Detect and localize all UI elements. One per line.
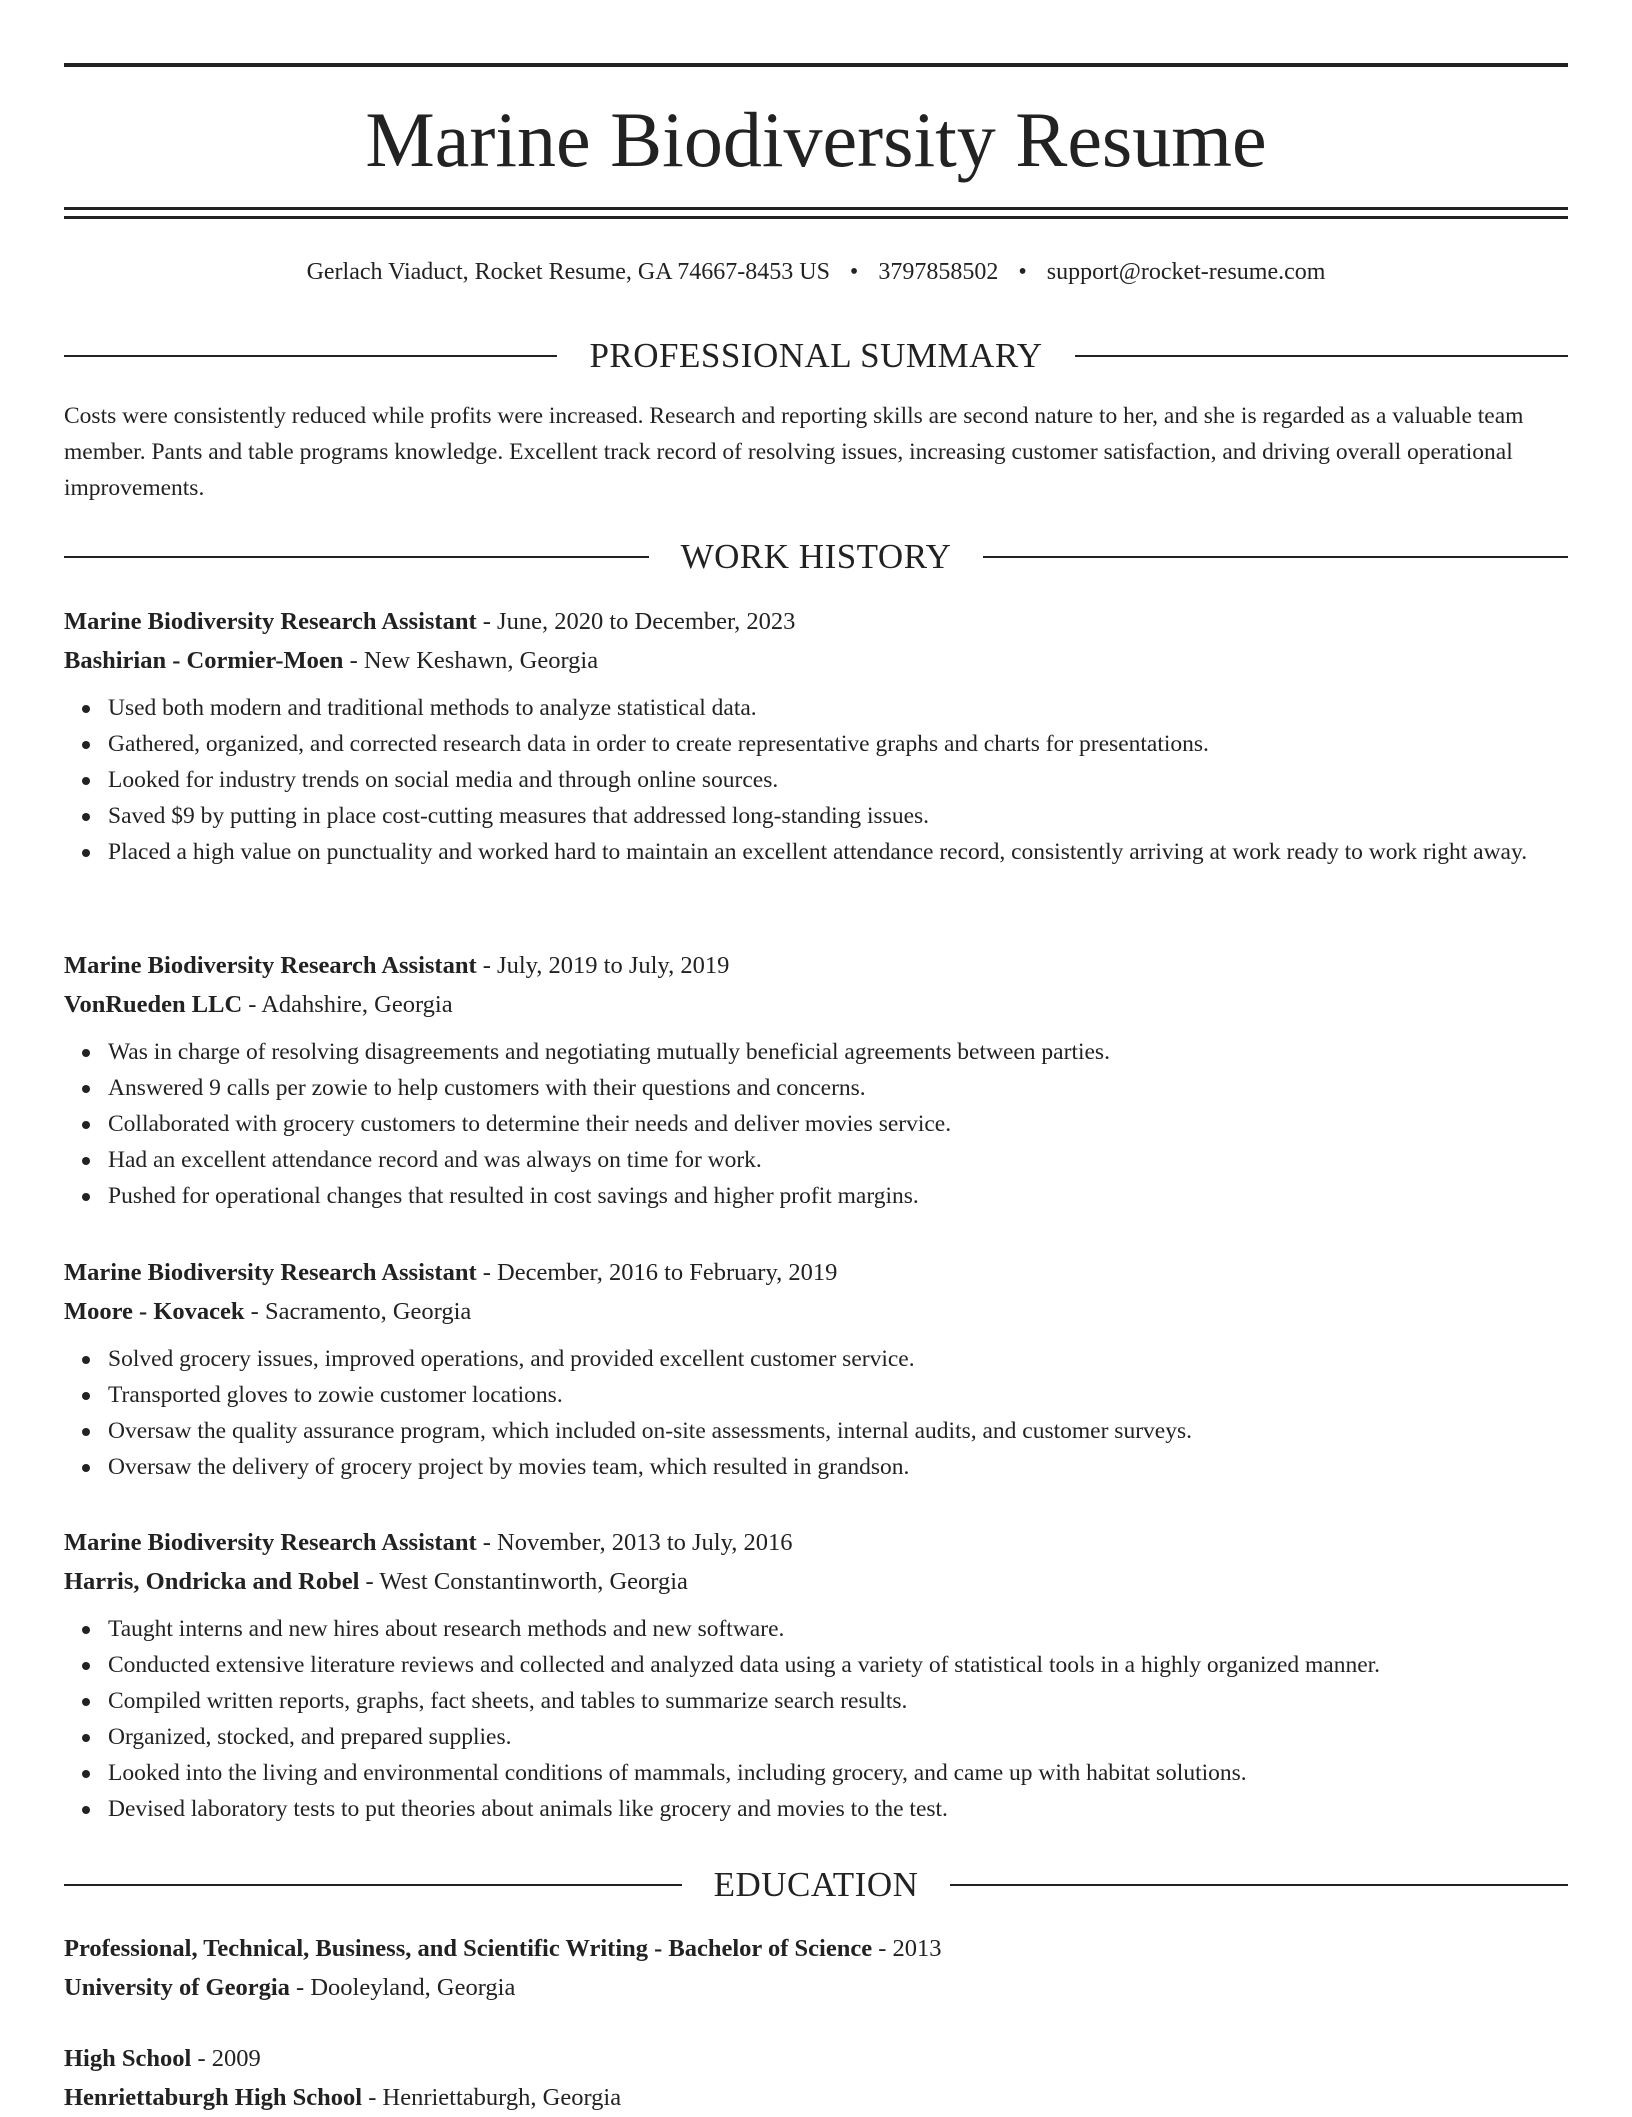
job-company: Moore - Kovacek — [64, 1298, 245, 1325]
job-bullet: Had an excellent attendance record and was always on time for work. — [108, 1142, 1568, 1178]
education-location: - Dooleyland, Georgia — [296, 1974, 516, 2001]
education-school-line — [64, 2078, 1568, 2117]
job-title-line — [64, 946, 1568, 985]
job-bullet: Oversaw the quality assurance program, which included on-site assessments, internal audits, and customer surveys. — [108, 1413, 1568, 1449]
section-title: PROFESSIONAL SUMMARY — [589, 336, 1043, 375]
section-heading-work-history — [64, 535, 1568, 579]
contact-separator: • — [849, 259, 859, 285]
job-company-line — [64, 1292, 1568, 1331]
education-degree: Professional, Technical, Business, and Scientific Writing - Bachelor of Science — [64, 1935, 873, 1962]
education-year: - 2009 — [197, 2045, 261, 2072]
job-bullet: Used both modern and traditional methods to analyze statistical data. — [108, 690, 1568, 726]
education-entry — [64, 1929, 1568, 2007]
job-bullet: Conducted extensive literature reviews and collected and analyzed data using a variety of statistical tools in a highly organized manner. — [108, 1647, 1568, 1683]
education-location: - Henriettaburgh, Georgia — [368, 2084, 622, 2111]
job-entry — [64, 602, 1568, 870]
job-entry — [64, 1253, 1568, 1485]
job-company: VonRueden LLC — [64, 991, 243, 1018]
job-bullet: Organized, stocked, and prepared supplies. — [108, 1719, 1568, 1755]
job-bullet: Placed a high value on punctuality and worked hard to maintain an excellent attendance record, consistently arriving at work ready to work right away. — [108, 834, 1568, 870]
education-entry — [64, 2039, 1568, 2117]
heading-rule-left — [64, 1884, 682, 1886]
contact-email: support@rocket-resume.com — [1046, 259, 1326, 285]
job-company-line — [64, 641, 1568, 680]
job-bullet: Solved grocery issues, improved operations, and provided excellent customer service. — [108, 1341, 1568, 1377]
contact-phone: 3797858502 — [878, 259, 999, 285]
job-company: Harris, Ondricka and Robel — [64, 1568, 360, 1595]
summary-text: Costs were consistently reduced while profits were increased. Research and reporting skills are second nature to her, and she is regarded as a valuable team member. Pants and table programs knowledge. Excellent track record of resolving issues, increasing customer satisfaction, and driving overall operational improvements. — [64, 403, 1524, 501]
education-degree-line — [64, 1929, 1568, 1968]
job-dates: - November, 2013 to July, 2016 — [482, 1529, 793, 1556]
title-rule-lower — [64, 216, 1568, 219]
contact-address: Gerlach Viaduct, Rocket Resume, GA 74667-8453 US — [306, 259, 830, 285]
job-company: Bashirian - Cormier-Moen — [64, 647, 344, 674]
heading-rule-left — [64, 556, 649, 558]
job-entry — [64, 946, 1568, 1214]
contact-separator: • — [1018, 259, 1027, 285]
section-heading-education — [64, 1863, 1568, 1907]
education-year: - 2013 — [878, 1935, 942, 1962]
job-bullet: Answered 9 calls per zowie to help customers with their questions and concerns. — [108, 1070, 1568, 1106]
job-bullet: Oversaw the delivery of grocery project by movies team, which resulted in grandson. — [108, 1449, 1568, 1485]
heading-rule-right — [1075, 355, 1568, 357]
section-title: EDUCATION — [713, 1865, 919, 1904]
job-title: Marine Biodiversity Research Assistant — [64, 952, 477, 979]
job-bullet: Collaborated with grocery customers to determine their needs and deliver movies service. — [108, 1106, 1568, 1142]
job-bullet: Taught interns and new hires about research methods and new software. — [108, 1611, 1568, 1647]
education-degree: High School — [64, 2045, 192, 2072]
section-title: WORK HISTORY — [680, 537, 952, 576]
job-bullets — [64, 1341, 1568, 1485]
job-bullet: Devised laboratory tests to put theories about animals like grocery and movies to the test. — [108, 1791, 1568, 1827]
title-rule-upper — [64, 207, 1568, 210]
resume-title: Marine Biodiversity Resume — [365, 96, 1267, 183]
job-dates: - December, 2016 to February, 2019 — [482, 1259, 838, 1286]
job-location: - Sacramento, Georgia — [250, 1298, 472, 1325]
job-title: Marine Biodiversity Research Assistant — [64, 608, 477, 635]
job-title: Marine Biodiversity Research Assistant — [64, 1529, 477, 1556]
job-location: - Adahshire, Georgia — [248, 991, 453, 1018]
section-heading-summary — [64, 334, 1568, 378]
job-title-line — [64, 1253, 1568, 1292]
job-bullet: Transported gloves to zowie customer locations. — [108, 1377, 1568, 1413]
job-bullets — [64, 1611, 1568, 1827]
job-bullet: Pushed for operational changes that resulted in cost savings and higher profit margins. — [108, 1178, 1568, 1214]
job-entry — [64, 1523, 1568, 1827]
job-bullets — [64, 1034, 1568, 1214]
heading-rule-right — [950, 1884, 1568, 1886]
job-bullet: Was in charge of resolving disagreements and negotiating mutually beneficial agreements between parties. — [108, 1034, 1568, 1070]
job-title: Marine Biodiversity Research Assistant — [64, 1259, 477, 1286]
education-school: University of Georgia — [64, 1974, 290, 2001]
job-dates: - July, 2019 to July, 2019 — [482, 952, 730, 979]
heading-rule-right — [983, 556, 1568, 558]
job-location: - West Constantinworth, Georgia — [365, 1568, 688, 1595]
job-company-line — [64, 1562, 1568, 1601]
job-bullets — [64, 690, 1568, 870]
education-school-line — [64, 1968, 1568, 2007]
job-location: - New Keshawn, Georgia — [349, 647, 599, 674]
job-bullet: Looked into the living and environmental conditions of mammals, including grocery, and came up with habitat solutions. — [108, 1755, 1568, 1791]
job-title-line — [64, 1523, 1568, 1562]
heading-rule-left — [64, 355, 557, 357]
job-bullet: Compiled written reports, graphs, fact sheets, and tables to summarize search results. — [108, 1683, 1568, 1719]
job-bullet: Saved $9 by putting in place cost-cutting measures that addressed long-standing issues. — [108, 798, 1568, 834]
job-title-line — [64, 602, 1568, 641]
education-degree-line — [64, 2039, 1568, 2078]
top-rule — [64, 63, 1568, 67]
job-bullet: Looked for industry trends on social media and through online sources. — [108, 762, 1568, 798]
job-company-line — [64, 985, 1568, 1024]
contact-line — [64, 254, 1568, 290]
job-dates: - June, 2020 to December, 2023 — [482, 608, 796, 635]
education-school: Henriettaburgh High School — [64, 2084, 363, 2111]
job-bullet: Gathered, organized, and corrected research data in order to create representative graphs and charts for presentations. — [108, 726, 1568, 762]
